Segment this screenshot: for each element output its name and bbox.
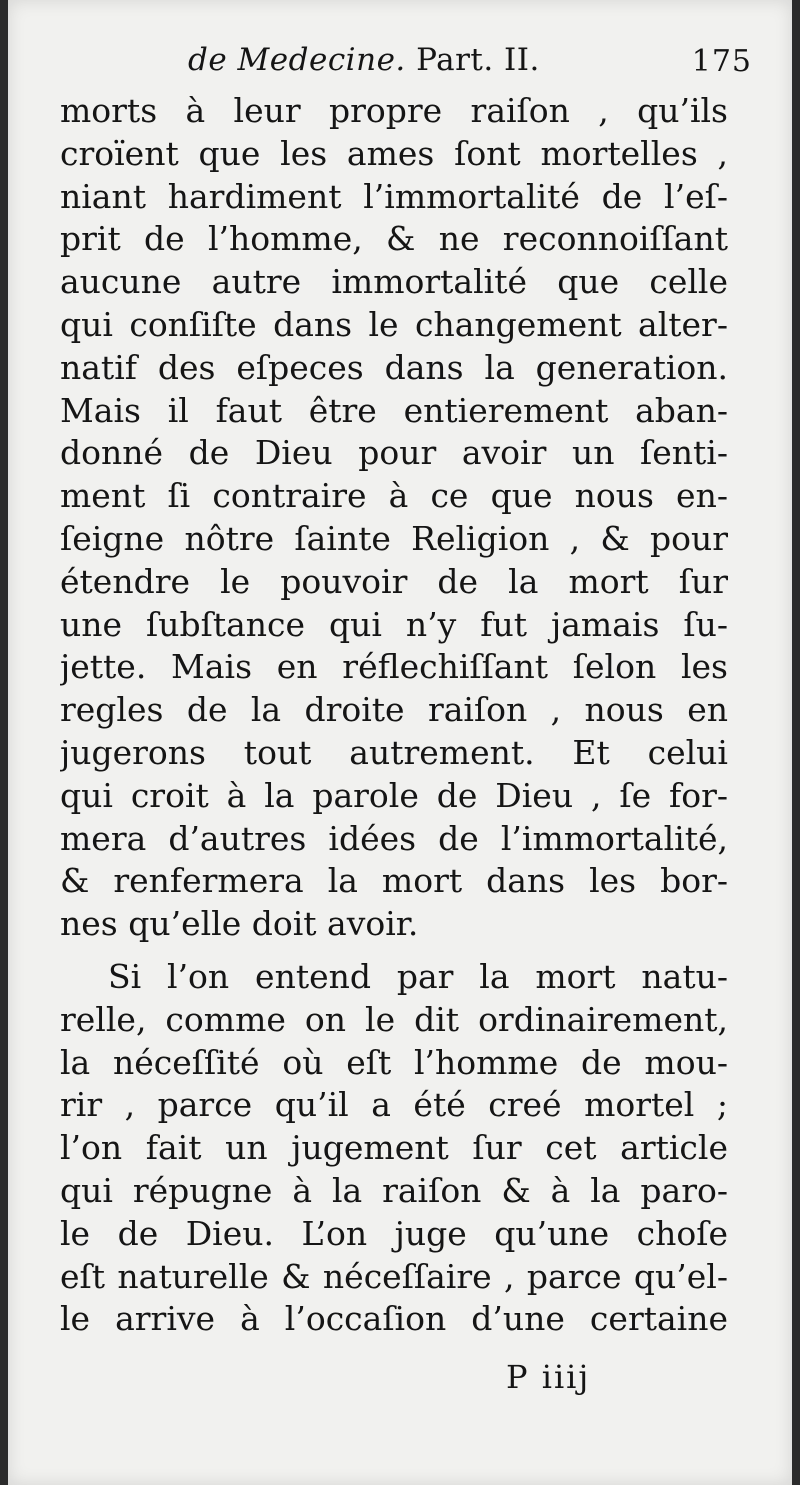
signature-mark: P iiij	[506, 1358, 591, 1396]
text-line: qui croit à la parole de Dieu , ſe for-	[60, 775, 728, 815]
text-line: le arrive à l’occaſion d’une certaine	[60, 1299, 728, 1339]
book-page	[8, 0, 792, 1485]
paragraph-2	[60, 956, 728, 1341]
text-line: jugerons tout autrement. Et celui	[60, 732, 728, 772]
body-text	[60, 90, 728, 1341]
text-line: croïent que les ames ſont mortelles ,	[60, 133, 728, 173]
text-line: le de Dieu. L’on juge qu’une choſe	[60, 1213, 728, 1253]
running-head-part: Part. II.	[416, 42, 540, 78]
text-line: jette. Mais en réflechiſſant ſelon les	[60, 647, 728, 687]
text-line: prit de l’homme, & ne reconnoiſſant	[60, 219, 728, 259]
text-line: l’on fait un jugement ſur cet article	[60, 1128, 728, 1168]
paragraph-spacer	[60, 946, 728, 956]
text-line: natif des eſpeces dans la generation.	[60, 347, 728, 387]
text-line: mera d’autres idées de l’immortalité,	[60, 818, 728, 858]
text-line: une ſubſtance qui n’y fut jamais ſu-	[60, 604, 728, 644]
text-line: Si l’on entend par la mort natu-	[108, 956, 728, 996]
page-number: 175	[691, 44, 752, 79]
running-head-book-title: de Medecine.	[188, 42, 406, 78]
text-line: ment ſi contraire à ce que nous en-	[60, 476, 728, 516]
text-line: & renfermera la mort dans les bor-	[60, 861, 728, 901]
text-line: qui répugne à la raiſon & à la paro-	[60, 1170, 728, 1210]
text-line: étendre le pouvoir de la mort ſur	[60, 561, 728, 601]
text-line: morts à leur propre raiſon , qu’ils	[60, 91, 728, 130]
running-head	[8, 42, 792, 90]
text-line: niant hardiment l’immortalité de l’eſ-	[60, 176, 728, 216]
text-line: rir , parce qu’il a été creé mortel ;	[60, 1085, 728, 1125]
text-line: nes qu’elle doit avoir.	[60, 904, 419, 944]
text-line: Mais il faut être entierement aban-	[60, 390, 728, 430]
paragraph-1	[60, 90, 728, 946]
text-line: ſeigne nôtre ſainte Religion , & pour	[60, 518, 728, 558]
text-line: regles de la droite raiſon , nous en	[60, 690, 728, 730]
text-line: donné de Dieu pour avoir un ſenti-	[60, 433, 728, 473]
text-line: aucune autre immortalité que celle	[60, 262, 728, 302]
running-head-title	[188, 42, 540, 78]
text-line: qui conſiſte dans le changement alter-	[60, 304, 728, 344]
text-line: eſt naturelle & néceſſaire , parce qu’el-	[60, 1256, 728, 1296]
text-line: la néceſſité où eſt l’homme de mou-	[60, 1042, 728, 1082]
text-line: relle, comme on le dit ordinairement,	[60, 999, 728, 1039]
